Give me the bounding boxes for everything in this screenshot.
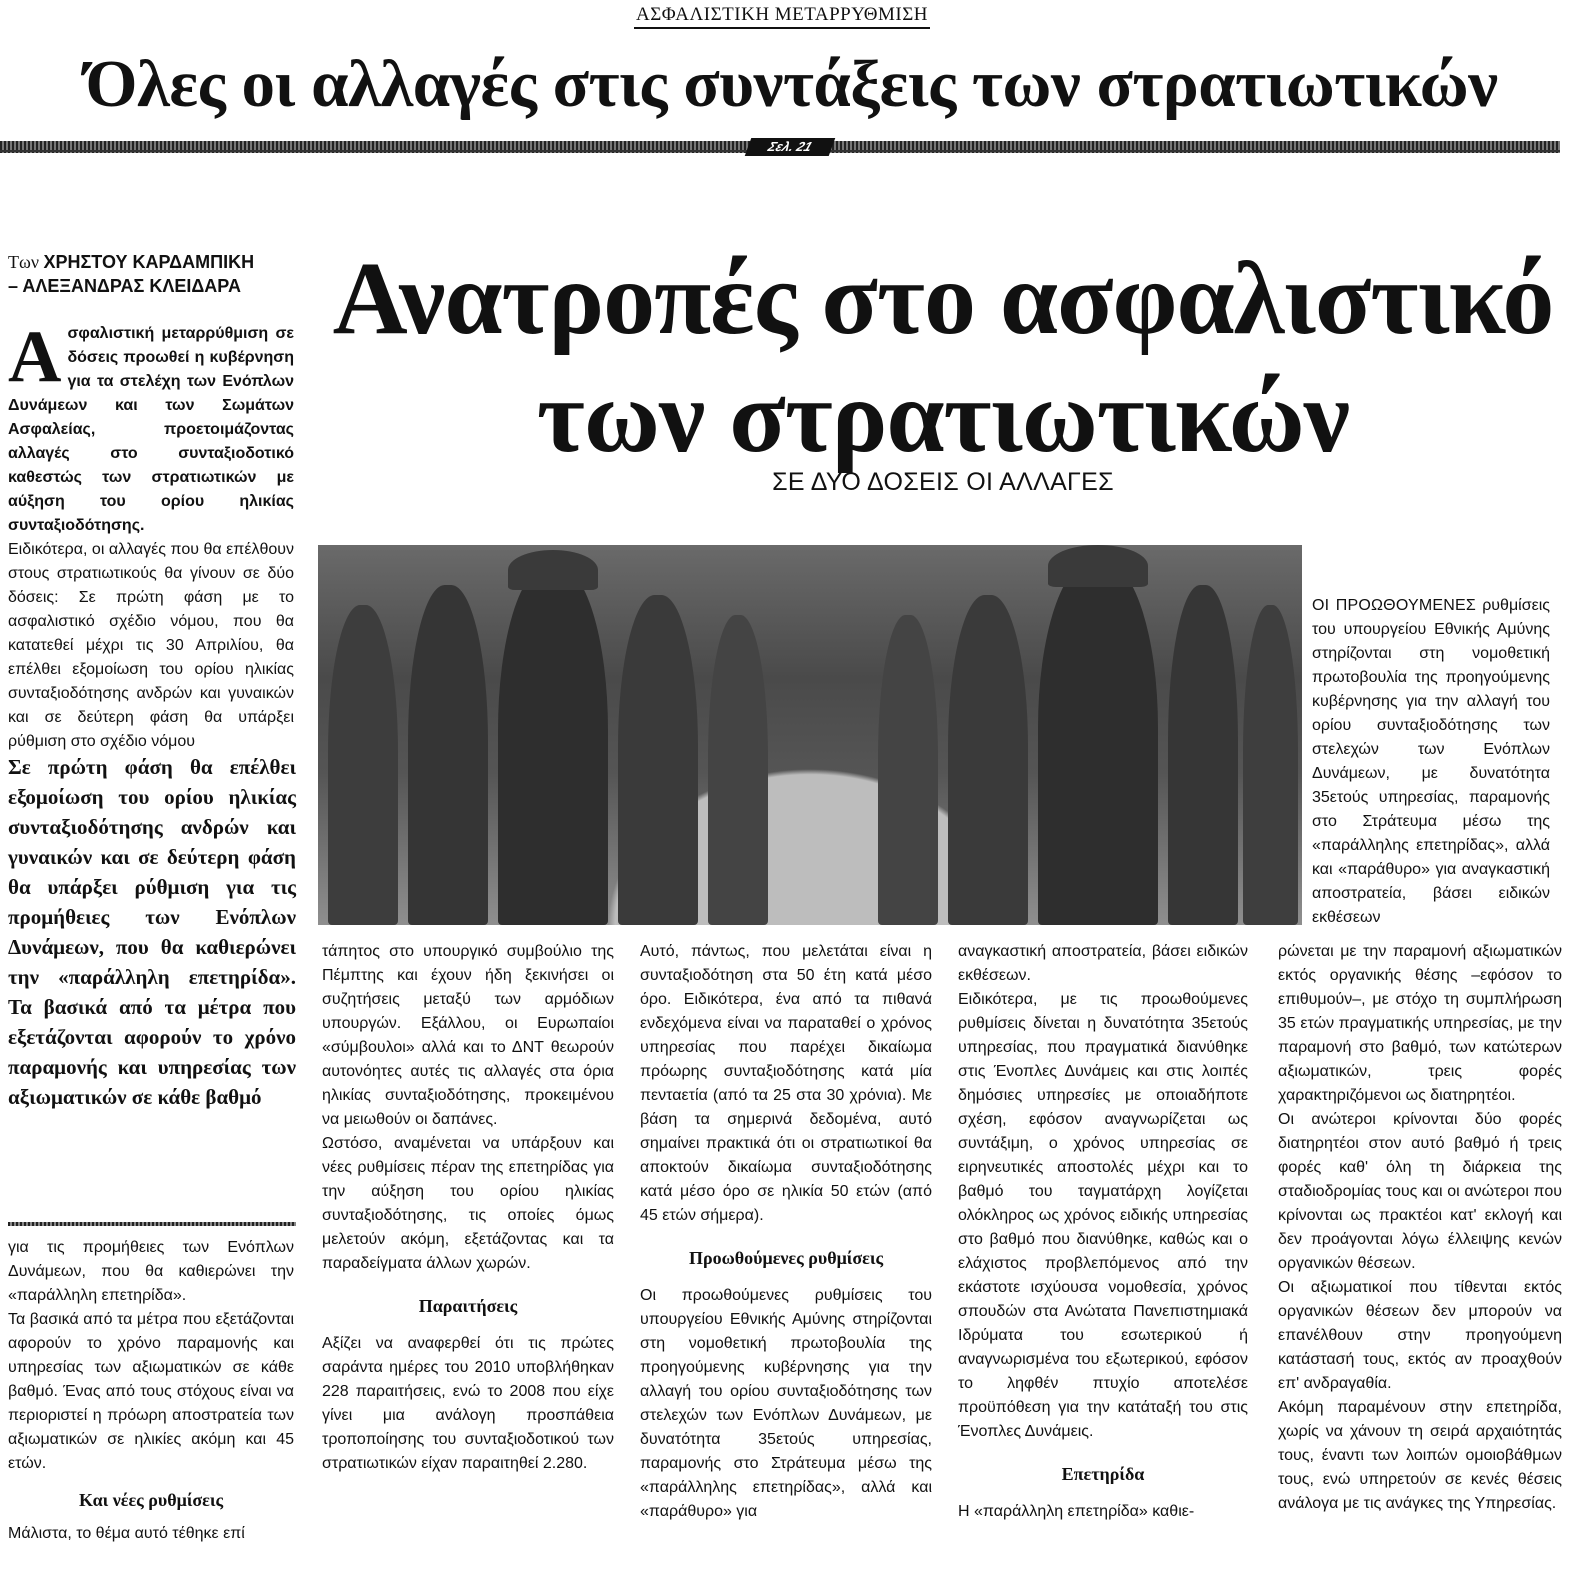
soldier-figure	[1038, 560, 1158, 925]
drop-cap: Α	[8, 316, 62, 398]
helmet-shape	[508, 550, 598, 590]
column-5-paragraph-3: Οι αξιωματικοί που τίθενται εκτός οργανικών θέσεων δεν μπορούν να επανέλθουν στην προηγούμενη κατάστασή τους, εκτός αν προαχθούν επ' ανδραγαθία.	[1278, 1279, 1562, 1392]
column-4	[958, 940, 1248, 1524]
column-2-paragraph-3: Αξίζει να αναφερθεί ότι τις πρώτες σαράντα ημέρες του 2010 υποβλήθηκαν 228 παραιτήσεις, ενώ το 2008 που είχε γίνει μια ανάλογη προσπάθεια τροποποίησης του συνταξιοδοτικού των στρατιωτικών είχαν παραιτηθεί 2.280.	[322, 1335, 614, 1472]
pull-quote-rule	[8, 1222, 296, 1226]
byline-author-2: – ΑΛΕΞΑΝΔΡΑΣ ΚΛΕΙΔΑΡΑ	[8, 276, 241, 296]
page-reference-badge: Σελ. 21	[745, 138, 836, 156]
column-3-paragraph-1: Αυτό, πάντως, που μελετάται είναι η συνταξιοδότηση στα 50 έτη κατά μέσο όρο. Ειδικότερα, ένα από τα πιθανά ενδεχόμενα είναι να παραταθεί ο χρόνος υπηρεσίας που παρέχει δικαίωμα πρόωρης συνταξιοδότησης κατά μία πενταετία (από τα 25 στα 30 χρόνια). Με βάση τα σημερινά δεδομένα, αυτό σημαίνει πρακτικά ότι οι στρατιωτικοί θα αποκτούν δικαίωμα συνταξιοδότησης κατά μέσο όρο σε ηλικία 50 ετών (από 45 ετών σήμερα).	[640, 943, 932, 1224]
column-5	[1278, 940, 1562, 1516]
top-headline: Όλες οι αλλαγές στις συντάξεις των στρατιωτικών	[85, 47, 1498, 121]
column-4-paragraph-1: αναγκαστική αποστρατεία, βάσει ειδικών εκθέσεων.	[958, 943, 1248, 984]
byline	[8, 250, 296, 298]
column-5-paragraph-1: ρώνεται με την παραμονή αξιωματικών εκτός οργανικής θέσης –εφόσον το επιθυμούν–, με στόχο τη συμπλήρωση 35 ετών πραγματικής υπηρεσίας, με την παραμονή στο βαθμό, των κατώτερων αξιωματικών, τρεις φορές χαρακτηριζόμενοι ως διατηρητέοι.	[1278, 943, 1562, 1104]
column-1-lower	[8, 1236, 294, 1546]
main-headline	[318, 240, 1568, 476]
section-kicker: ΑΣΦΑΛΙΣΤΙΚΗ ΜΕΤΑΡΡΥΘΜΙΣΗ	[634, 4, 930, 29]
column-2	[322, 940, 614, 1476]
column-2-paragraph-2: Ωστόσο, αναμένεται να υπάρξουν και νέες ρυθμίσεις πέραν της επετηρίδας για την αύξηση του ορίου ηλικίας συνταξιοδότησης, τις οποίες όμως μελετούν ακόμη, εξετάζοντας και τα παραδείγματα άλλων χωρών.	[322, 1135, 614, 1272]
column-3-paragraph-2: Οι προωθούμενες ρυθμίσεις του υπουργείου Εθνικής Αμύνης στηρίζονται στη νομοθετική πρωτοβουλία της προηγούμενης κυβέρνησης για την αλλαγή του ορίου συνταξιοδότησης των στελεχών των Ενόπλων Δυνάμεων, με δυνατότητα 35ετούς υπηρεσίας, παραμονής στο Στράτευμα μέσω της «παράλληλης επετηρίδας», αλλά και «παράθυρο» για	[640, 1287, 932, 1520]
soldier-figure	[708, 615, 768, 925]
byline-prefix: Των	[8, 252, 39, 272]
subtitle-epetirida: Επετηρίδα	[1061, 1464, 1145, 1484]
soldier-figure	[948, 595, 1028, 925]
column-1-upper	[8, 316, 294, 754]
soldier-figure	[328, 605, 398, 925]
column-1-paragraph-1: Ειδικότερα, οι αλλαγές που θα επέλθουν στους στρατιωτικούς θα γίνουν σε δύο δόσεις: Σε πρώτη φάση με το ασφαλιστικό σχέδιο νόμου, που θα κατατεθεί μέχρι τις 30 Απριλίου, θα επέλθει εξομοίωση του ορίου ηλικίας συνταξιοδότησης ανδρών και γυναικών και σε δεύτερη φάση θα υπάρξει ρύθμιση στο σχέδιο νόμου	[8, 541, 294, 750]
subtitle-new-rules: Και νέες ρυθμίσεις	[78, 1490, 224, 1510]
byline-author-1: ΧΡΗΣΤΟΥ ΚΑΡΔΑΜΠΙΚΗ	[43, 252, 255, 272]
column-4-paragraph-3: Η «παράλληλη επετηρίδα» καθιε-	[958, 1503, 1195, 1520]
column-2-paragraph-1: τάπητος στο υπουργικό συμβούλιο της Πέμπτης και έχουν ήδη ξεκινήσει οι συζητήσεις μεταξύ των αρμόδιων υπουργών. Εξάλλου, οι Ευρωπαίοι «σύμβουλοι» αλλά και το ΔΝΤ θεωρούν αυτονόητες αυτές τις αλλαγές στα όρια ηλικίας συνταξιοδότησης, προκειμένου να μειωθούν οι δαπάνες.	[322, 943, 614, 1128]
helmet-shape	[1048, 545, 1148, 587]
subtitle-proposed-rules: Προωθούμενες ρυθμίσεις	[688, 1248, 884, 1268]
soldiers-photo	[318, 545, 1302, 925]
main-headline-line-1: Ανατροπές στο ασφαλιστικό	[332, 241, 1554, 356]
soldier-figure	[618, 595, 698, 925]
soldier-figure	[1168, 585, 1238, 925]
column-4-paragraph-2: Ειδικότερα, με τις προωθούμενες ρυθμίσεις δίνεται η δυνατότητα 35ετούς υπηρεσίας, που πραγματικά διανύθηκε στις Ένοπλες Δυνάμεις και στις λοιπές δημόσιες υπηρεσίες με οποιαδήποτε σχέση, εφόσον αναγνωρίζεται ως συντάξιμη, ο χρόνος υπηρεσίας σε ειρηνευτικές αποστολές μέχρι και το βαθμό του ταγματάρχη λογίζεται ολόκληρος ως χρόνος ειδικής υπηρεσίας στο βαθμό που διανύθηκε, καθώς και ο ελάχιστος προβλεπόμενος από την εκάστοτε ισχύουσα νομοθεσία, χρόνος σπουδών στα Ανώτατα Πανεπιστημιακά Ιδρύματα του εσωτερικού ή αναγνωρισμένα του εξωτερικού, εφόσον το ληφθέν πτυχίο αποτελέσε προϋπόθεση για την κατάταξή του στις Ένοπλες Δυνάμεις.	[958, 991, 1248, 1440]
soldier-figure	[878, 615, 938, 925]
lead-paragraph: σφαλιστική μεταρρύθμιση σε δόσεις προωθεί η κυβέρνηση για τα στελέχη των Ενόπλων Δυνάμεων και των Σωμάτων Ασφαλείας, προετοιμάζοντας αλλαγές στο συνταξιοδοτικό καθεστώς των στρατιωτικών με αύξηση του ορίου ηλικίας συνταξιοδότησης.	[8, 325, 294, 534]
subtitle-resignations: Παραιτήσεις	[418, 1296, 518, 1316]
caption-text: ρυθμίσεις του υπουργείου Εθνικής Αμύνης στηρίζονται στη νομοθετική πρωτοβουλία της προηγούμενης κυβέρνησης για την αλλαγή του ορίου συνταξιοδότησης των στελεχών των Ενόπλων Δυνάμεων, με δυνατότητα 35ετούς υπηρεσίας, παραμονής στο Στράτευμα μέσω της «παράλληλης επετηρίδας», αλλά και «παράθυρο» για αναγκαστική αποστρατεία, βάσει ειδικών εκθέσεων	[1312, 597, 1550, 926]
column-1-lower-paragraph-1: για τις προμήθειες των Ενόπλων Δυνάμεων, που θα καθιερώνει την «παράλληλη επετηρίδα».	[8, 1239, 294, 1304]
caption-lead: ΟΙ ΠΡΟΩΘΟΥΜΕΝΕΣ	[1312, 597, 1476, 614]
column-5-paragraph-2: Οι ανώτεροι κρίνονται δύο φορές διατηρητέοι στον αυτό βαθμό ή τρεις φορές καθ' όλη τη διάρκεια της σταδιοδρομίας τους και οι ανώτεροι που κρίνονται ως πρακτέοι κατ' εκλογή και δεν προάγονται λόγω έλλειψης κενών οργανικών θέσεων.	[1278, 1111, 1562, 1272]
photo-caption	[1312, 594, 1550, 930]
soldier-figure	[1243, 605, 1298, 925]
column-1-lower-paragraph-2: Τα βασικά από τα μέτρα που εξετάζονται αφορούν το χρόνο παραμονής και υπηρεσίας των αξιωματικών σε κάθε βαθμό. Ένας από τους στόχους είναι να περιοριστεί η πρόωρη αποστρατεία των αξιωματικών σε ηλικίες ακόμη και 45 ετών.	[8, 1311, 294, 1472]
soldier-figure	[408, 585, 488, 925]
column-1-lower-paragraph-3: Μάλιστα, το θέμα αυτό τέθηκε επί	[8, 1525, 245, 1542]
main-headline-line-2: των στρατιωτικών	[536, 359, 1350, 474]
soldier-figure	[498, 565, 608, 925]
subheadline: ΣΕ ΔΥΟ ΔΟΣΕΙΣ ΟΙ ΑΛΛΑΓΕΣ	[772, 468, 1114, 496]
pull-quote: Σε πρώτη φάση θα επέλθει εξομοίωση του ορίου ηλικίας συνταξιοδότησης ανδρών και γυναικών και σε δεύτερη φάση θα υπάρξει ρύθμιση για τις προμήθειες των Ενόπλων Δυνάμεων, που θα καθιερώνει την «παράλληλη επετηρίδα». Τα βασικά από τα μέτρα που εξετάζονται αφορούν το χρόνο παραμονής και υπηρεσίας των αξιωματικών σε κάθε βαθμό	[8, 755, 296, 1109]
column-3	[640, 940, 932, 1524]
column-5-paragraph-4: Ακόμη παραμένουν στην επετηρίδα, χωρίς να χάνουν τη σειρά αρχαιότητάς τους, έναντι των λοιπών ομοιοβάθμων τους, ενώ υπηρετούν σε κενές θέσεις ανάλογα με τις ανάγκες της Υπηρεσίας.	[1278, 1399, 1562, 1512]
